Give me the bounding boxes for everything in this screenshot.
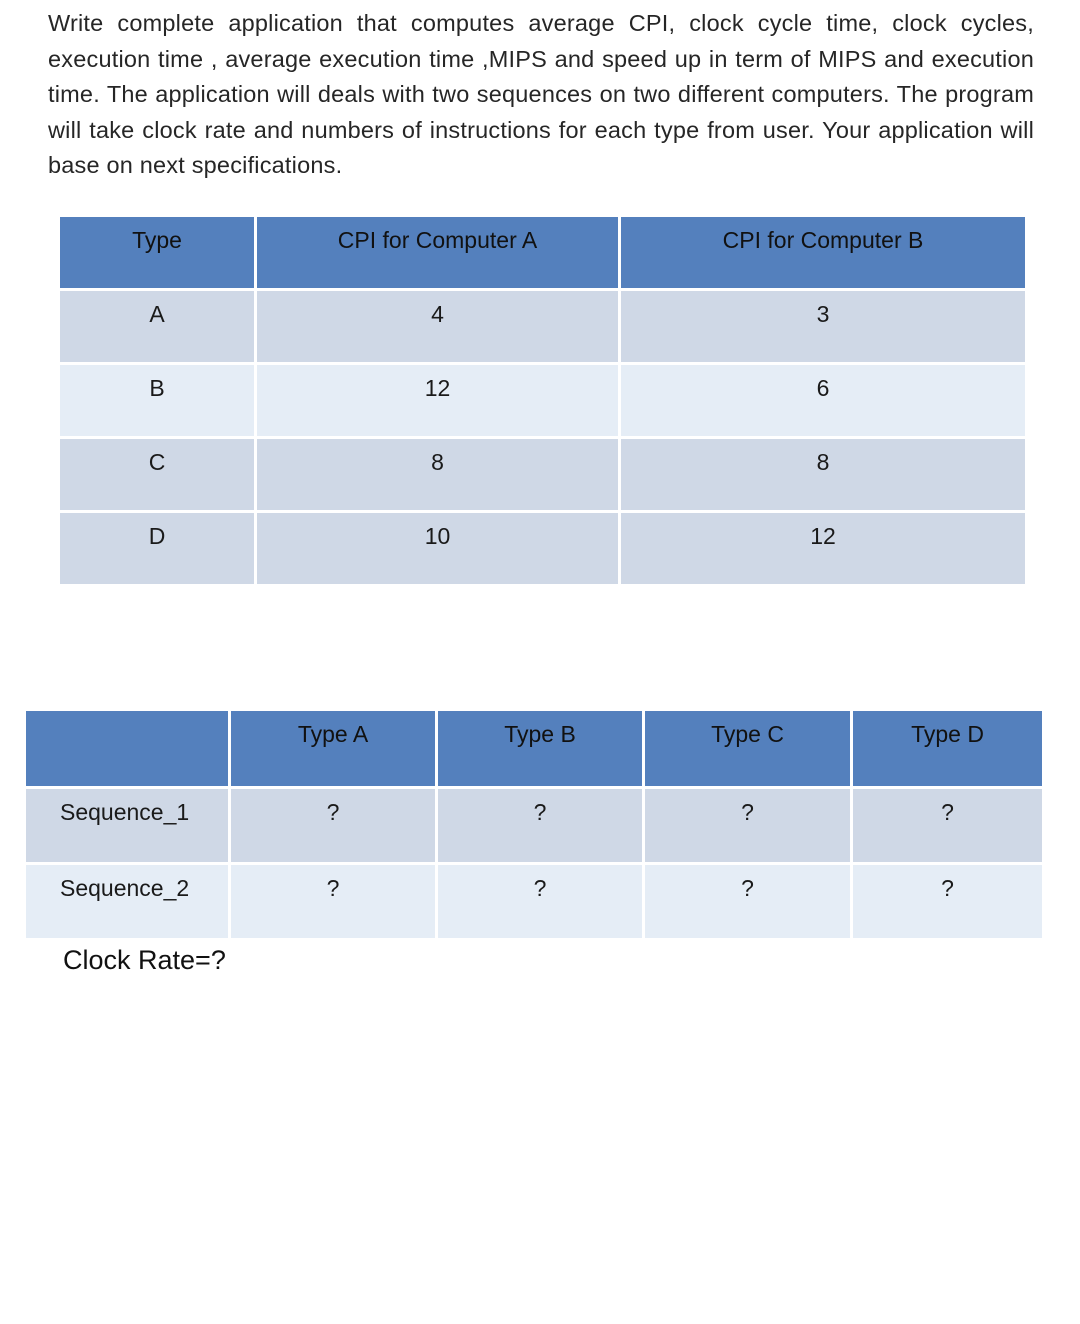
sequence-type-d-cell: ?: [852, 788, 1044, 864]
cpi-computer-b-cell: 12: [620, 512, 1027, 586]
cpi-computer-b-cell: 3: [620, 290, 1027, 364]
sequence-type-c-cell: ?: [644, 864, 852, 940]
cpi-computer-a-cell: 10: [256, 512, 620, 586]
problem-description: Write complete application that computes average CPI, clock cycle time, clock cycles, execution time , average execution time ,MIPS and speed up in term of MIPS and execution time. The application will deals with two sequences on two different computers. The program will take clock rate and numbers of instructions for each type from user. Your application will base on next specifications.: [48, 10, 1034, 178]
sequence-type-b-cell: ?: [437, 864, 644, 940]
sequence-type-a-cell: ?: [230, 864, 437, 940]
cpi-table: [57, 214, 1028, 587]
cpi-type-cell: C: [59, 438, 256, 512]
cpi-type-cell: B: [59, 364, 256, 438]
cpi-type-cell: D: [59, 512, 256, 586]
table-row: [59, 512, 1027, 586]
cpi-header-type: Type: [59, 216, 256, 290]
sequence-type-c-cell: ?: [644, 788, 852, 864]
sequence-header-row: [25, 710, 1044, 788]
cpi-computer-b-cell: 8: [620, 438, 1027, 512]
table-row: [59, 438, 1027, 512]
sequence-header-type-b: Type B: [437, 710, 644, 788]
table-row: [59, 364, 1027, 438]
table-row: [25, 864, 1044, 940]
cpi-header-computer-a: CPI for Computer A: [256, 216, 620, 290]
cpi-header-row: [59, 216, 1027, 290]
cpi-header-computer-b: CPI for Computer B: [620, 216, 1027, 290]
clock-rate-label: Clock Rate=?: [63, 945, 226, 975]
sequence-type-d-cell: ?: [852, 864, 1044, 940]
sequence-table: [23, 708, 1045, 941]
cpi-computer-a-cell: 4: [256, 290, 620, 364]
sequence-label: Sequence_1: [25, 788, 230, 864]
sequence-header-type-d: Type D: [852, 710, 1044, 788]
cpi-computer-a-cell: 8: [256, 438, 620, 512]
sequence-header-type-c: Type C: [644, 710, 852, 788]
sequence-header-empty: [25, 710, 230, 788]
table-row: [25, 788, 1044, 864]
sequence-header-type-a: Type A: [230, 710, 437, 788]
sequence-label: Sequence_2: [25, 864, 230, 940]
cpi-type-cell: A: [59, 290, 256, 364]
sequence-type-b-cell: ?: [437, 788, 644, 864]
table-row: [59, 290, 1027, 364]
cpi-computer-b-cell: 6: [620, 364, 1027, 438]
sequence-type-a-cell: ?: [230, 788, 437, 864]
cpi-computer-a-cell: 12: [256, 364, 620, 438]
